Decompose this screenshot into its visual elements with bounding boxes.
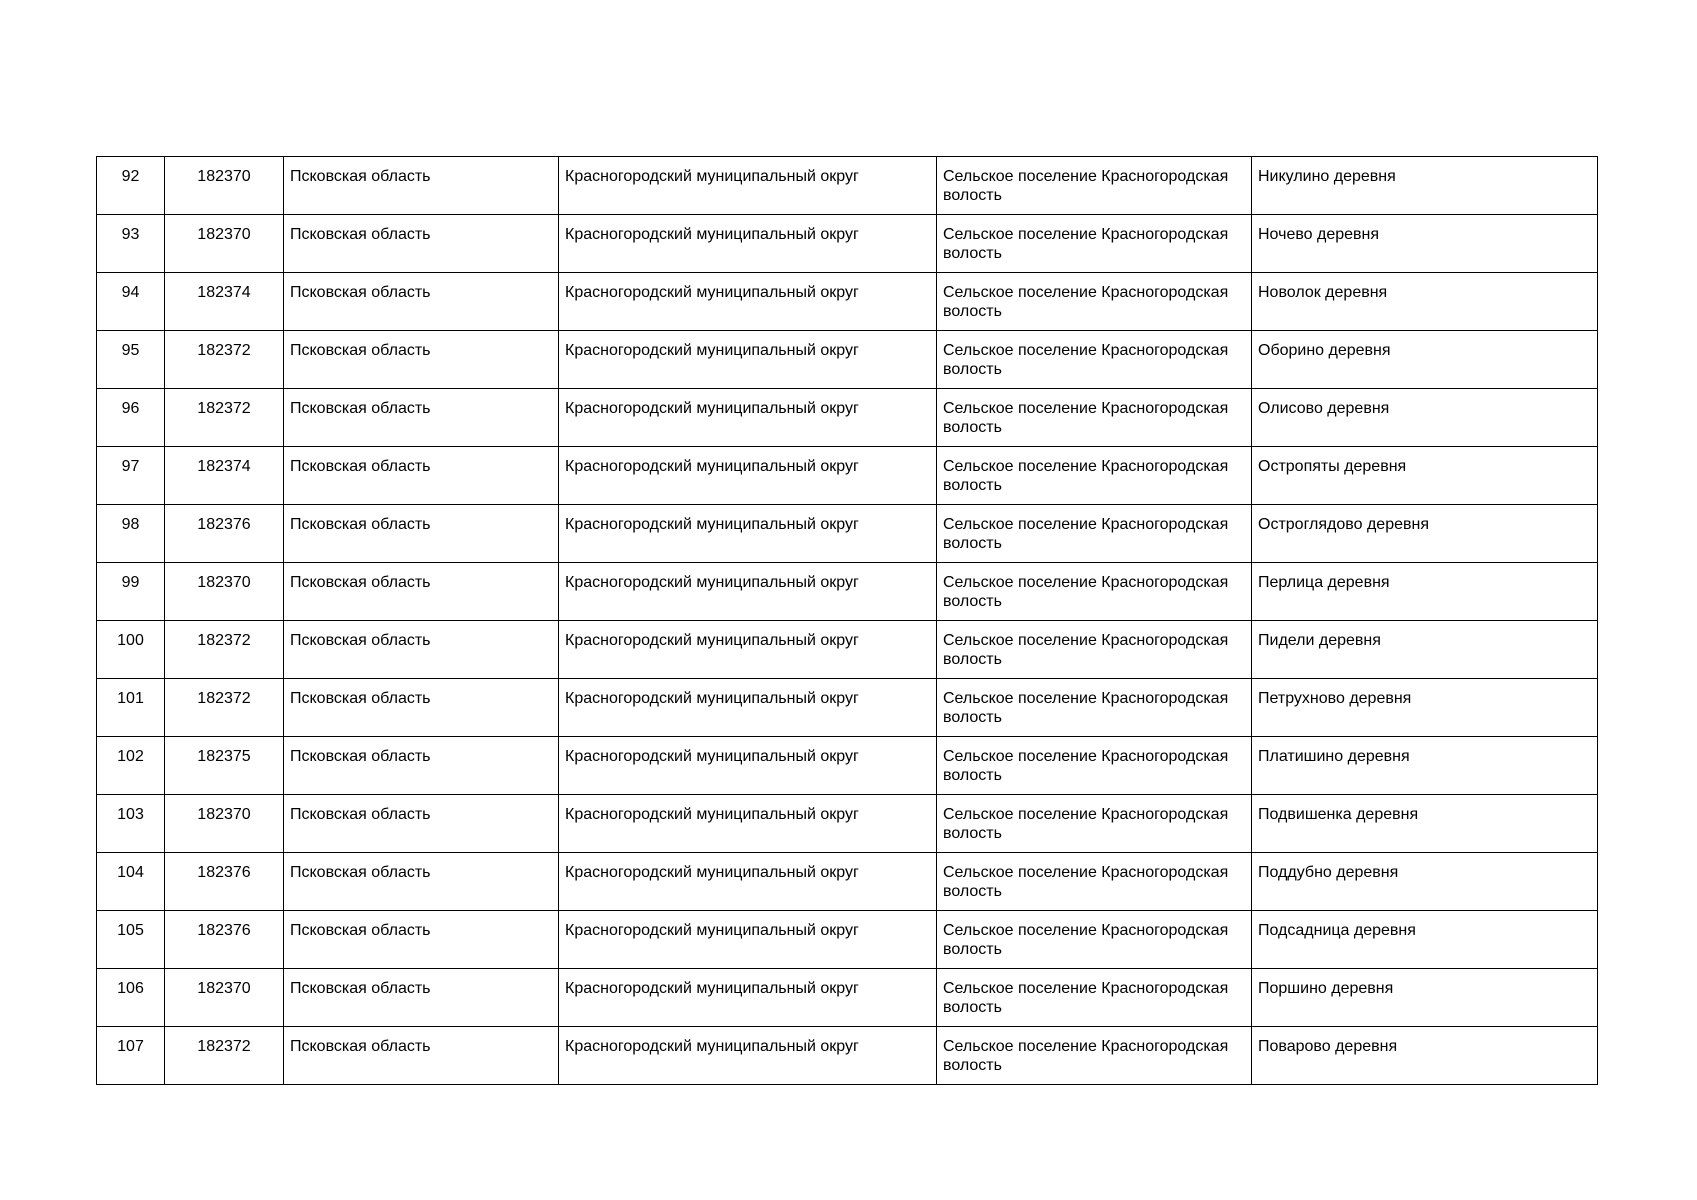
row-number-cell: 94 [97, 273, 165, 331]
district-cell: Красногородский муниципальный округ [559, 621, 937, 679]
region-cell: Псковская область [284, 157, 559, 215]
district-cell: Красногородский муниципальный округ [559, 389, 937, 447]
district-cell: Красногородский муниципальный округ [559, 157, 937, 215]
settlement-cell: Сельское поселение Красногородская волость [937, 157, 1252, 215]
table-row [97, 969, 1598, 1027]
settlement-cell: Сельское поселение Красногородская волость [937, 621, 1252, 679]
table-row [97, 737, 1598, 795]
district-cell: Красногородский муниципальный округ [559, 853, 937, 911]
row-number-cell: 93 [97, 215, 165, 273]
table-row [97, 795, 1598, 853]
row-number-cell: 107 [97, 1027, 165, 1085]
district-cell: Красногородский муниципальный округ [559, 679, 937, 737]
table-row [97, 911, 1598, 969]
district-cell: Красногородский муниципальный округ [559, 737, 937, 795]
settlement-cell: Сельское поселение Красногородская волость [937, 389, 1252, 447]
table-row [97, 157, 1598, 215]
postcode-cell: 182374 [165, 273, 284, 331]
postcode-cell: 182376 [165, 853, 284, 911]
region-cell: Псковская область [284, 679, 559, 737]
district-cell: Красногородский муниципальный округ [559, 911, 937, 969]
table-row [97, 563, 1598, 621]
region-cell: Псковская область [284, 273, 559, 331]
table-row [97, 853, 1598, 911]
settlement-cell: Сельское поселение Красногородская волость [937, 737, 1252, 795]
locality-cell: Подвишенка деревня [1252, 795, 1598, 853]
table-row [97, 1027, 1598, 1085]
settlement-cell: Сельское поселение Красногородская волость [937, 505, 1252, 563]
district-cell: Красногородский муниципальный округ [559, 215, 937, 273]
settlement-cell: Сельское поселение Красногородская волость [937, 1027, 1252, 1085]
settlement-cell: Сельское поселение Красногородская волость [937, 273, 1252, 331]
postcode-cell: 182372 [165, 331, 284, 389]
district-cell: Красногородский муниципальный округ [559, 273, 937, 331]
postcode-cell: 182376 [165, 911, 284, 969]
row-number-cell: 105 [97, 911, 165, 969]
district-cell: Красногородский муниципальный округ [559, 447, 937, 505]
region-cell: Псковская область [284, 215, 559, 273]
postcode-cell: 182375 [165, 737, 284, 795]
region-cell: Псковская область [284, 621, 559, 679]
table-row [97, 331, 1598, 389]
row-number-cell: 96 [97, 389, 165, 447]
region-cell: Псковская область [284, 331, 559, 389]
locality-cell: Остроглядово деревня [1252, 505, 1598, 563]
settlement-cell: Сельское поселение Красногородская волость [937, 447, 1252, 505]
district-cell: Красногородский муниципальный округ [559, 505, 937, 563]
locality-cell: Поварово деревня [1252, 1027, 1598, 1085]
region-cell: Псковская область [284, 447, 559, 505]
locality-cell: Подсадница деревня [1252, 911, 1598, 969]
postcode-cell: 182370 [165, 157, 284, 215]
region-cell: Псковская область [284, 563, 559, 621]
locality-cell: Оборино деревня [1252, 331, 1598, 389]
postcode-cell: 182374 [165, 447, 284, 505]
locality-cell: Перлица деревня [1252, 563, 1598, 621]
postcode-cell: 182372 [165, 1027, 284, 1085]
postcode-cell: 182372 [165, 389, 284, 447]
table-row [97, 215, 1598, 273]
region-cell: Псковская область [284, 389, 559, 447]
locality-cell: Платишино деревня [1252, 737, 1598, 795]
settlement-cell: Сельское поселение Красногородская волость [937, 853, 1252, 911]
settlement-cell: Сельское поселение Красногородская волость [937, 215, 1252, 273]
row-number-cell: 101 [97, 679, 165, 737]
row-number-cell: 100 [97, 621, 165, 679]
region-cell: Псковская область [284, 969, 559, 1027]
row-number-cell: 106 [97, 969, 165, 1027]
postcode-cell: 182370 [165, 215, 284, 273]
locality-cell: Пидели деревня [1252, 621, 1598, 679]
row-number-cell: 104 [97, 853, 165, 911]
region-cell: Псковская область [284, 737, 559, 795]
locality-cell: Новолок деревня [1252, 273, 1598, 331]
table-row [97, 273, 1598, 331]
district-cell: Красногородский муниципальный округ [559, 795, 937, 853]
settlement-cell: Сельское поселение Красногородская волость [937, 911, 1252, 969]
row-number-cell: 95 [97, 331, 165, 389]
region-cell: Псковская область [284, 505, 559, 563]
region-cell: Псковская область [284, 1027, 559, 1085]
region-cell: Псковская область [284, 911, 559, 969]
locality-cell: Никулино деревня [1252, 157, 1598, 215]
table-row [97, 447, 1598, 505]
settlement-cell: Сельское поселение Красногородская волость [937, 969, 1252, 1027]
table-row [97, 679, 1598, 737]
settlement-cell: Сельское поселение Красногородская волость [937, 331, 1252, 389]
locality-cell: Петрухново деревня [1252, 679, 1598, 737]
postcode-cell: 182370 [165, 795, 284, 853]
row-number-cell: 103 [97, 795, 165, 853]
row-number-cell: 92 [97, 157, 165, 215]
settlement-cell: Сельское поселение Красногородская волость [937, 795, 1252, 853]
postcode-cell: 182372 [165, 621, 284, 679]
district-cell: Красногородский муниципальный округ [559, 563, 937, 621]
locality-table-body [97, 157, 1598, 1085]
postcode-cell: 182370 [165, 563, 284, 621]
locality-cell: Ночево деревня [1252, 215, 1598, 273]
locality-table [96, 156, 1598, 1085]
row-number-cell: 98 [97, 505, 165, 563]
table-row [97, 621, 1598, 679]
locality-cell: Поддубно деревня [1252, 853, 1598, 911]
postcode-cell: 182370 [165, 969, 284, 1027]
locality-cell: Олисово деревня [1252, 389, 1598, 447]
table-row [97, 505, 1598, 563]
settlement-cell: Сельское поселение Красногородская волость [937, 679, 1252, 737]
row-number-cell: 102 [97, 737, 165, 795]
district-cell: Красногородский муниципальный округ [559, 1027, 937, 1085]
district-cell: Красногородский муниципальный округ [559, 969, 937, 1027]
row-number-cell: 99 [97, 563, 165, 621]
settlement-cell: Сельское поселение Красногородская волость [937, 563, 1252, 621]
district-cell: Красногородский муниципальный округ [559, 331, 937, 389]
row-number-cell: 97 [97, 447, 165, 505]
postcode-cell: 182372 [165, 679, 284, 737]
locality-cell: Остропяты деревня [1252, 447, 1598, 505]
region-cell: Псковская область [284, 853, 559, 911]
table-row [97, 389, 1598, 447]
locality-cell: Поршино деревня [1252, 969, 1598, 1027]
region-cell: Псковская область [284, 795, 559, 853]
postcode-cell: 182376 [165, 505, 284, 563]
